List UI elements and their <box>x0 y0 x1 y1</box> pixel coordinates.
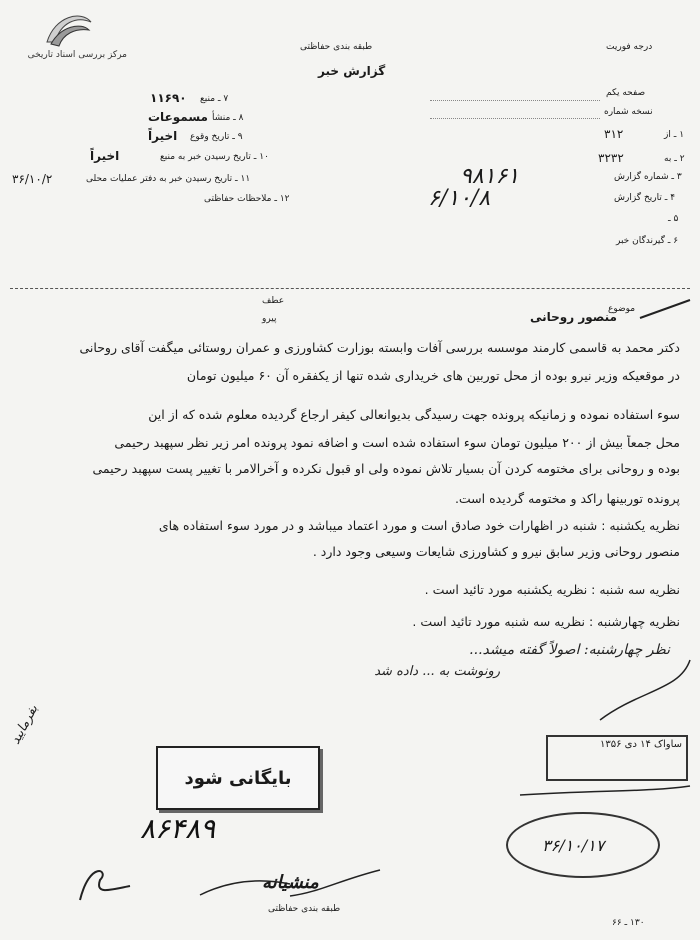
footer-classification: طبقه بندی حفاظتی <box>268 904 341 914</box>
field-report-date-value: ۶/۱۰/۸ <box>428 186 491 211</box>
archive-stamp: بایگانی شود <box>156 746 320 810</box>
reference-label: عطف <box>262 296 285 306</box>
field-recipients-label: ۶ ـ گیرندگان خبر <box>616 236 679 246</box>
body-line: دکتر محمد به قاسمی کارمند موسسه بررسی آفات وابسته بوزارت کشاورزی و عمران روستائی میگفت آقای روحانی <box>79 340 680 355</box>
subject-label: موضوع <box>608 304 636 314</box>
registry-stamp-text: ساواک ۱۴ دی ۱۳۵۶ <box>599 739 682 750</box>
field-office-date-label: ۱۱ ـ تاریخ رسیدن خبر به دفتر عملیات محلی <box>86 174 251 184</box>
subject-value: منصور روحانی <box>530 310 617 324</box>
field-origin-label: ۸ ـ منشأ <box>212 113 244 123</box>
opinion-line: منصور روحانی وزیر سابق نیرو و کشاورزی شایعات وسیعی وجود دارد . <box>312 544 680 559</box>
field-5-label: ۵ ـ <box>668 214 679 224</box>
handwritten-number: ۸۶۴۸۹ <box>140 812 216 845</box>
handwritten-note: رونوشت به ... داده شد <box>374 664 500 679</box>
body-line: سوء استفاده نموده و زمانیکه پرونده جهت رسیدگی بدیوانعالی کیفر ارجاع گردیده معلوم شده که از این <box>148 407 680 422</box>
field-page-label: صفحه یکم <box>606 88 646 98</box>
field-source-value: ۱۱۶۹۰ <box>150 91 187 105</box>
field-report-date-label: ۴ ـ تاریخ گزارش <box>614 193 676 203</box>
footer-signature: منشیانه <box>262 872 319 893</box>
body-line: پرونده توربینها راکد و مختومه گردیده است. <box>454 491 680 506</box>
opinion-line: نظریه چهارشنبه : نظریه سه شنبه مورد تائید است . <box>412 614 680 629</box>
opinion-line: نظریه یکشنبه : شنبه در اظهارات خود صادق است و مورد اعتماد میباشد و در مورد سوء استفاده های <box>158 518 680 533</box>
page-code: ۱۳۰ ـ ۶۶ <box>612 918 645 928</box>
field-copy-label: نسخه شماره <box>604 107 653 117</box>
field-event-date-value: اخیراً <box>148 129 178 143</box>
field-report-number-label: ۳ ـ شماره گزارش <box>614 172 682 182</box>
field-security-notes-label: ۱۲ ـ ملاحظات حفاظتی <box>204 194 290 204</box>
field-source-label: ۷ ـ منبع <box>200 94 229 104</box>
urgency-label: درجه فوریت <box>606 42 653 52</box>
logo-org-name: مرکز بررسی اسناد تاریخی <box>27 50 127 60</box>
handwritten-note: نظر چهارشنبه: اصولاً گفته میشد... <box>469 642 670 658</box>
field-event-date-label: ۹ ـ تاریخ وقوع <box>190 132 243 142</box>
registry-stamp <box>546 735 688 781</box>
body-line: محل جمعاً بیش از ۲۰۰ میلیون تومان سوء استفاده شده است و اضافه نمود پرونده امر زیر نظر سپهبد رحیمی <box>114 435 680 450</box>
field-from-label: ۱ ـ از <box>664 130 685 140</box>
handwritten-margin-note: بفرمایید <box>8 702 42 748</box>
field-source-date-label: ۱۰ ـ تاریخ رسیدن خبر به منبع <box>160 152 269 162</box>
classification-label: طبقه بندی حفاظتی <box>300 42 373 52</box>
field-source-date-value: اخیراً <box>90 149 120 163</box>
field-from-value: ۳۱۲ <box>604 127 624 141</box>
field-report-number-value: ۹۸۱۶۱ <box>460 164 520 189</box>
field-to-label: ۲ ـ به <box>664 154 685 164</box>
report-title: گزارش خبر <box>318 64 386 78</box>
body-line: بوده و روحانی برای مختومه کردن آن بسیار تلاش نموده ولی او قبول نکرده و آخرالامر با تغییر پست سپهبد رحیمی <box>92 461 680 476</box>
date-stamp-text: ۳۶/۱۰/۱۷ <box>542 836 605 855</box>
opinion-line: نظریه سه شنبه : نظریه یکشنبه مورد تائید است . <box>424 582 680 597</box>
followup-label: پیرو <box>262 314 277 324</box>
field-origin-value: مسموعات <box>148 110 208 124</box>
field-to-value: ۳۲۳۲ <box>598 151 624 165</box>
date-stamp <box>506 812 660 878</box>
body-line: در موقعیکه وزیر نیرو بوده از محل توربین های خریداری شده تنها از یکفقره آن ۶۰ میلیون تومان <box>186 368 680 383</box>
field-office-date-value: ۳۶/۱۰/۲ <box>12 172 53 186</box>
